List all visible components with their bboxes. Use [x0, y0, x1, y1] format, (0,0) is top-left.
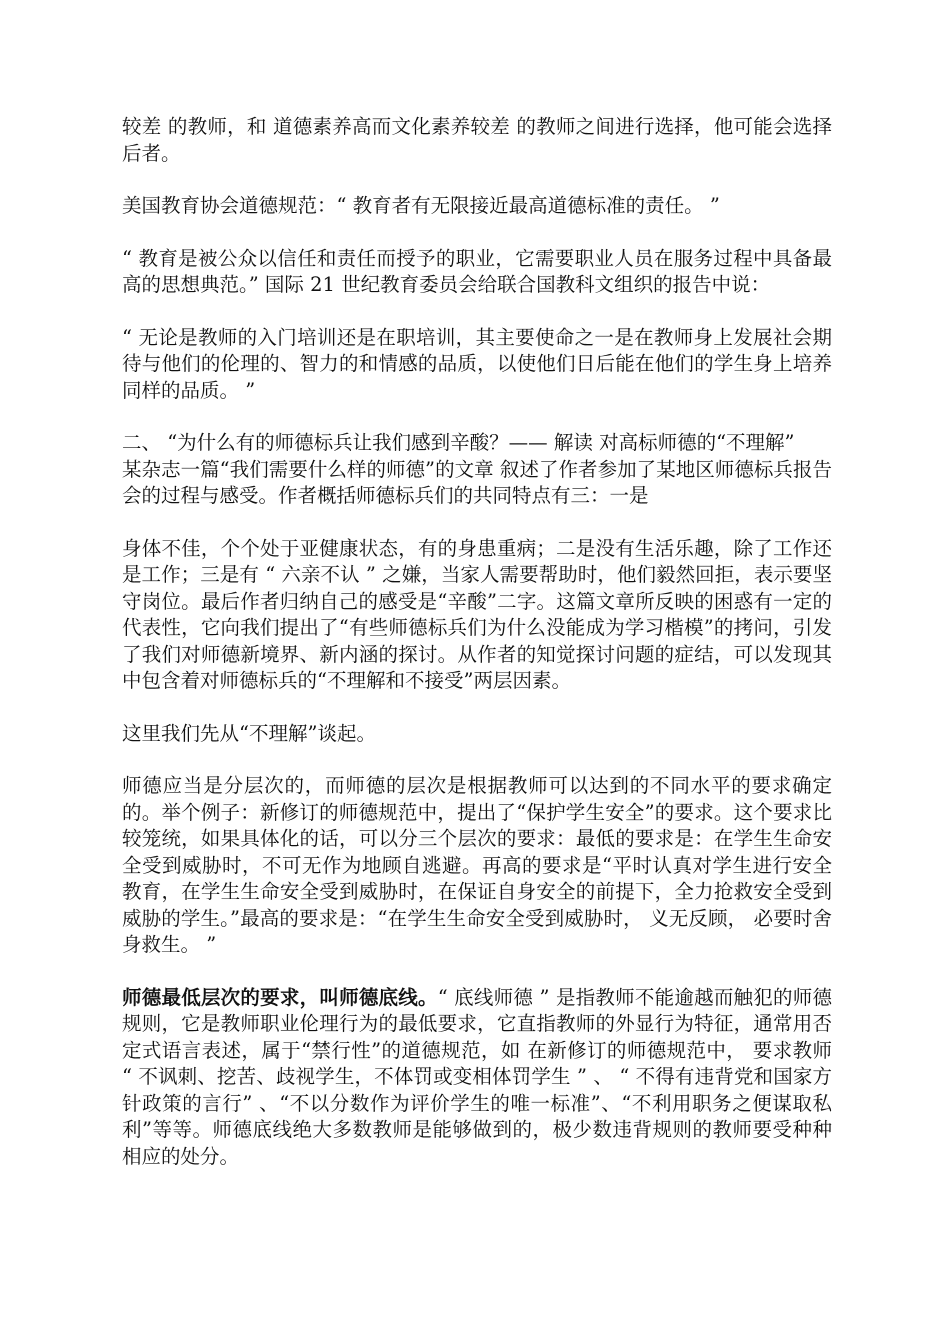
paragraph-10-bold-lead: 师德最低层次的要求，叫师德底线。 [122, 985, 438, 1009]
paragraph-9: 师德应当是分层次的，而师德的层次是根据教师可以达到的不同水平的要求确定的。举个例子：新修订的师德规范中，提出了“保护学生安全”的要求。这个要求比较笼统，如果具体化的话，可以分三个层次的要求：最低的要求是：在学生生命安全受到威胁时，不可无作为地顾自逃避。再高的要求是“平时认真对学生进行安全教育，在学生生命安全受到威胁时，在保证自身安全的前提下，全力抢救安全受到威胁的学生。”最高的要求是：“在学生生命安全受到威胁时， 义无反顾， 必要时舍身救生。 ” [122, 774, 832, 956]
paragraph-10-body: “ 底线师德 ” 是指教师不能逾越而触犯的师德规则，它是教师职业伦理行为的最低要求，它直指教师的外显行为特征，通常用否定式语言表述，属于“禁行性”的道德规范，如 在新修订的师德规范中， 要求教师 “ 不讽刺、挖苦、歧视学生，不体罚或变相体罚学生 ” 、 “ 不得有违背党和国家方针政策的言行” 、“不以分数作为评价学生的唯一标准”、“不利用职务之便谋取私利”等等。师德底线绝大多数教师是能够做到的，极少数违背规则的教师要受种种相应的处分。 [122, 985, 832, 1168]
paragraph-2: 美国教育协会道德规范：“ 教育者有无限接近最高道德标准的责任。 ” [122, 194, 720, 217]
section-heading: 二、 “为什么有的师德标兵让我们感到辛酸？—— 解读 对高标师德的“不理解” [122, 431, 795, 454]
paragraph-6: 某杂志一篇“我们需要什么样的师德”的文章 叙述了作者参加了某地区师德标兵报告会的过程与感受。作者概括师德标兵们的共同特点有三：一是 [122, 457, 832, 507]
document-page [122, 114, 832, 1196]
paragraph-7: 身体不佳，个个处于亚健康状态，有的身患重病；二是没有生活乐趣，除了工作还是工作；三是有 “ 六亲不认 ” 之嫌，当家人需要帮助时，他们毅然回拒，表示要坚守岗位。最后作者归纳自己的感受是“辛酸”二字。这篇文章所反映的困惑有一定的代表性，它向我们提出了“有些师德标兵们为什么没能成为学习楷模”的拷问，引发了我们对师德新境界、新内涵的探讨。从作者的知觉探讨问题的症结，可以发现其中包含着对师德标兵的“不理解和不接受”两层因素。 [122, 536, 832, 692]
paragraph-1: 较差 的教师，和 道德素养高而文化素养较差 的教师之间进行选择，他可能会选择后者。 [122, 115, 832, 165]
paragraph-8: 这里我们先从“不理解”谈起。 [122, 721, 376, 745]
paragraph-4: “ 无论是教师的入门培训还是在职培训，其主要使命之一是在教师身上发展社会期待与他们的伦理的、智力的和情感的品质，以使他们日后能在他们的学生身上培养同样的品质。 ” [122, 325, 832, 402]
paragraph-3: “ 教育是被公众以信任和责任而授予的职业，它需要职业人员在服务过程中具备最高的思想典范。” 国际 21 世纪教育委员会给联合国教科文组织的报告中说： [122, 246, 832, 296]
paragraph-10 [122, 985, 832, 1171]
